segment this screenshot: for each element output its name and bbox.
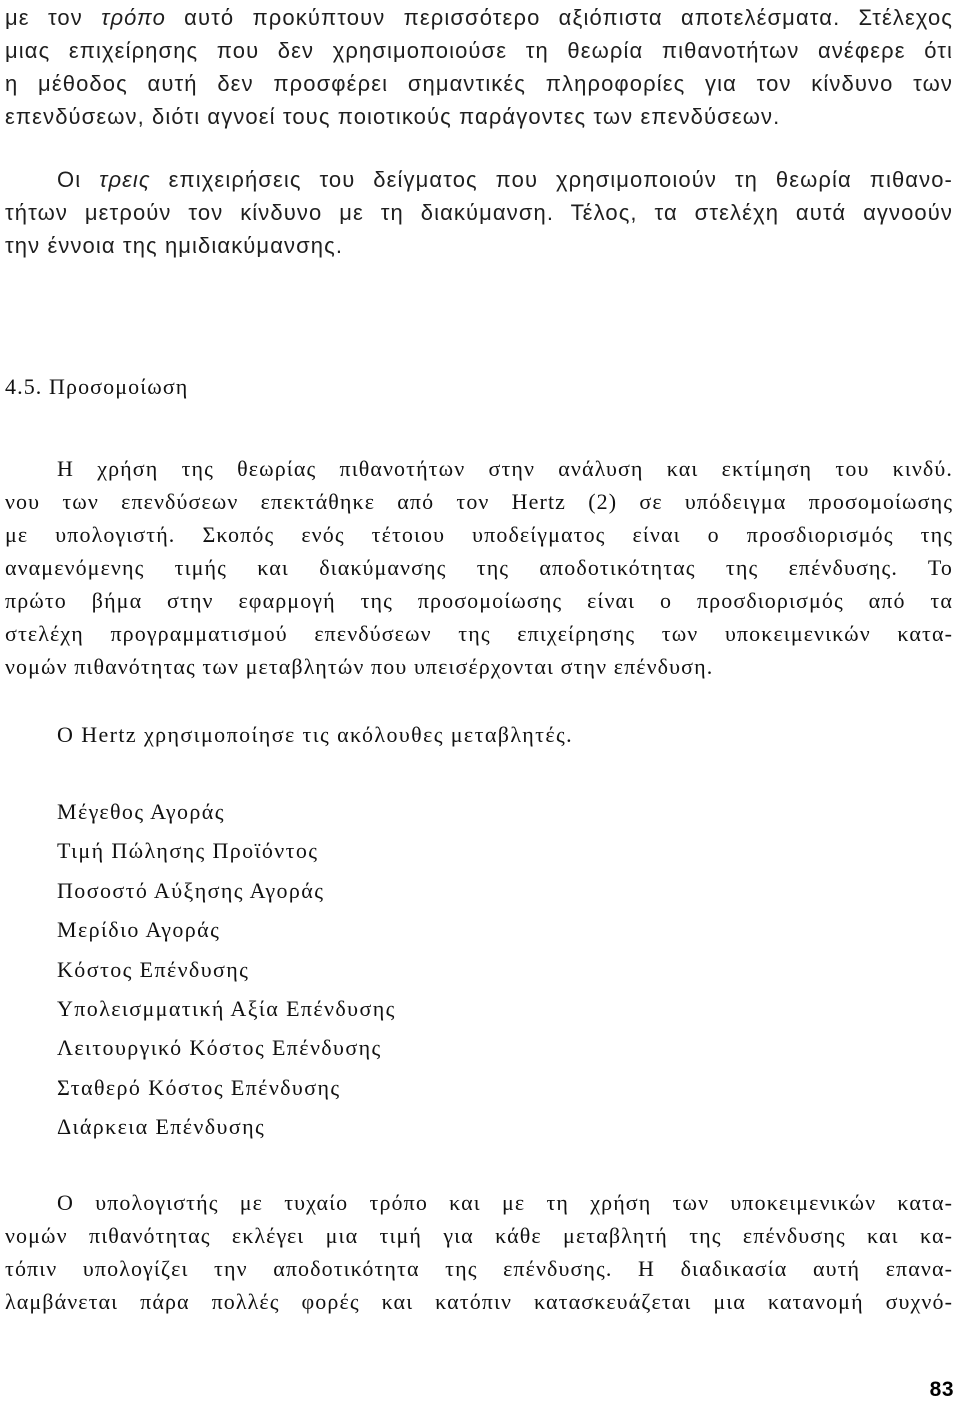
paragraph-line: με υπολογιστή. Σκοπός ενός τέτοιου υποδείγματος είναι ο προσδιορισμός της <box>5 522 953 547</box>
list-item: Μέγεθος Αγοράς <box>57 799 225 824</box>
paragraph-line: Η χρήση της θεωρίας πιθανοτήτων στην ανάλυση και εκτίμηση του κινδύ. <box>57 456 953 481</box>
list-item: Ποσοστό Αύξησης Αγοράς <box>57 877 325 903</box>
variables-intro <box>5 718 953 751</box>
paragraph-line <box>5 163 953 196</box>
paragraph-line: αναμενόμενης τιμής και διακύμανσης της αποδοτικότητας της επένδυσης. Το <box>5 555 953 580</box>
text-run: αυτό προκύπτουν περισσότερο αξιόπιστα αποτελέσματα. Στέλεχος <box>165 5 953 30</box>
paragraph-line: τόπιν υπολογίζει την αποδοτικότητα της επένδυσης. Η διαδικασία αυτή επανα- <box>5 1256 953 1281</box>
list-item: Σταθερό Κόστος Επένδυσης <box>57 1074 341 1100</box>
paragraph-line: νου των επενδύσεων επεκτάθηκε από τον Hertz (2) σε υπόδειγμα προσομοίωσης <box>5 489 953 514</box>
list-item: Υπολεισμματική Αξία Επένδυσης <box>57 995 396 1021</box>
paragraph-line: την έννοια της ημιδιακύμανσης. <box>5 233 344 258</box>
paragraph-line: τήτων μετρούν τον κίνδυνο με τη διακύμανση. Τέλος, τα στελέχη αυτά αγνοούν <box>5 200 953 225</box>
variables-list <box>57 795 396 1150</box>
paragraph-line: νομών πιθανότητας των μεταβλητών που υπεισέρχονται στην επένδυση. <box>5 654 714 679</box>
text-run: επιχειρήσεις του δείγματος που χρησιμοποιούν τη θεωρία πιθανο- <box>150 167 953 192</box>
paragraph-three-firms <box>5 163 953 262</box>
paragraph-simulation-hertz <box>5 452 953 683</box>
paragraph-line: λαμβάνεται πάρα πολλές φορές και κατόπιν κατασκευάζεται μια κατανομή συχνό- <box>5 1289 953 1314</box>
paragraph-line: Ο Hertz χρησιμοποίησε τις ακόλουθες μεταβλητές. <box>57 722 574 747</box>
page-number: 83 <box>929 1378 954 1401</box>
section-heading: 4.5. Προσομοίωση <box>5 374 189 399</box>
list-item: Διάρκεια Επένδυσης <box>57 1114 266 1140</box>
paragraph-line <box>5 1 953 34</box>
paragraph-line: πρώτο βήμα στην εφαρμογή της προσομοίωσης είναι ο προσδιορισμός από τα <box>5 588 953 613</box>
text-run: Οι <box>57 167 100 192</box>
list-item: Κόστος Επένδυσης <box>57 956 250 982</box>
list-item: Τιμή Πώλησης Προϊόντος <box>57 838 319 864</box>
list-item: Μερίδιο Αγοράς <box>57 917 221 943</box>
italic-word: τρόπο <box>101 5 166 30</box>
paragraph-risk-qualitative <box>5 1 953 133</box>
list-item: Λειτουργικό Κόστος Επένδυσης <box>57 1035 382 1061</box>
paragraph-computer-sampling <box>5 1186 953 1318</box>
paragraph-line: μιας επιχείρησης που δεν χρησιμοποιούσε τη θεωρία πιθανοτήτων ανέφερε ότι <box>5 38 953 63</box>
paragraph-line: νομών πιθανότητας εκλέγει μια τιμή για κάθε μεταβλητή της επένδυσης και κα- <box>5 1223 953 1248</box>
paragraph-line: Ο υπολογιστής με τυχαίο τρόπο και με τη χρήση των υποκειμενικών κατα- <box>57 1190 953 1215</box>
paragraph-line: η μέθοδος αυτή δεν προσφέρει σημαντικές πληροφορίες για τον κίνδυνο των <box>5 71 953 96</box>
text-run: με τον <box>5 5 102 30</box>
paragraph-line: στελέχη προγραμματισμού επενδύσεων της επιχείρησης των υποκειμενικών κατα- <box>5 621 953 646</box>
italic-word: τρεις <box>99 167 151 192</box>
paragraph-line: επενδύσεων, διότι αγνοεί τους ποιοτικούς παράγοντες των επενδύσεων. <box>5 104 781 129</box>
